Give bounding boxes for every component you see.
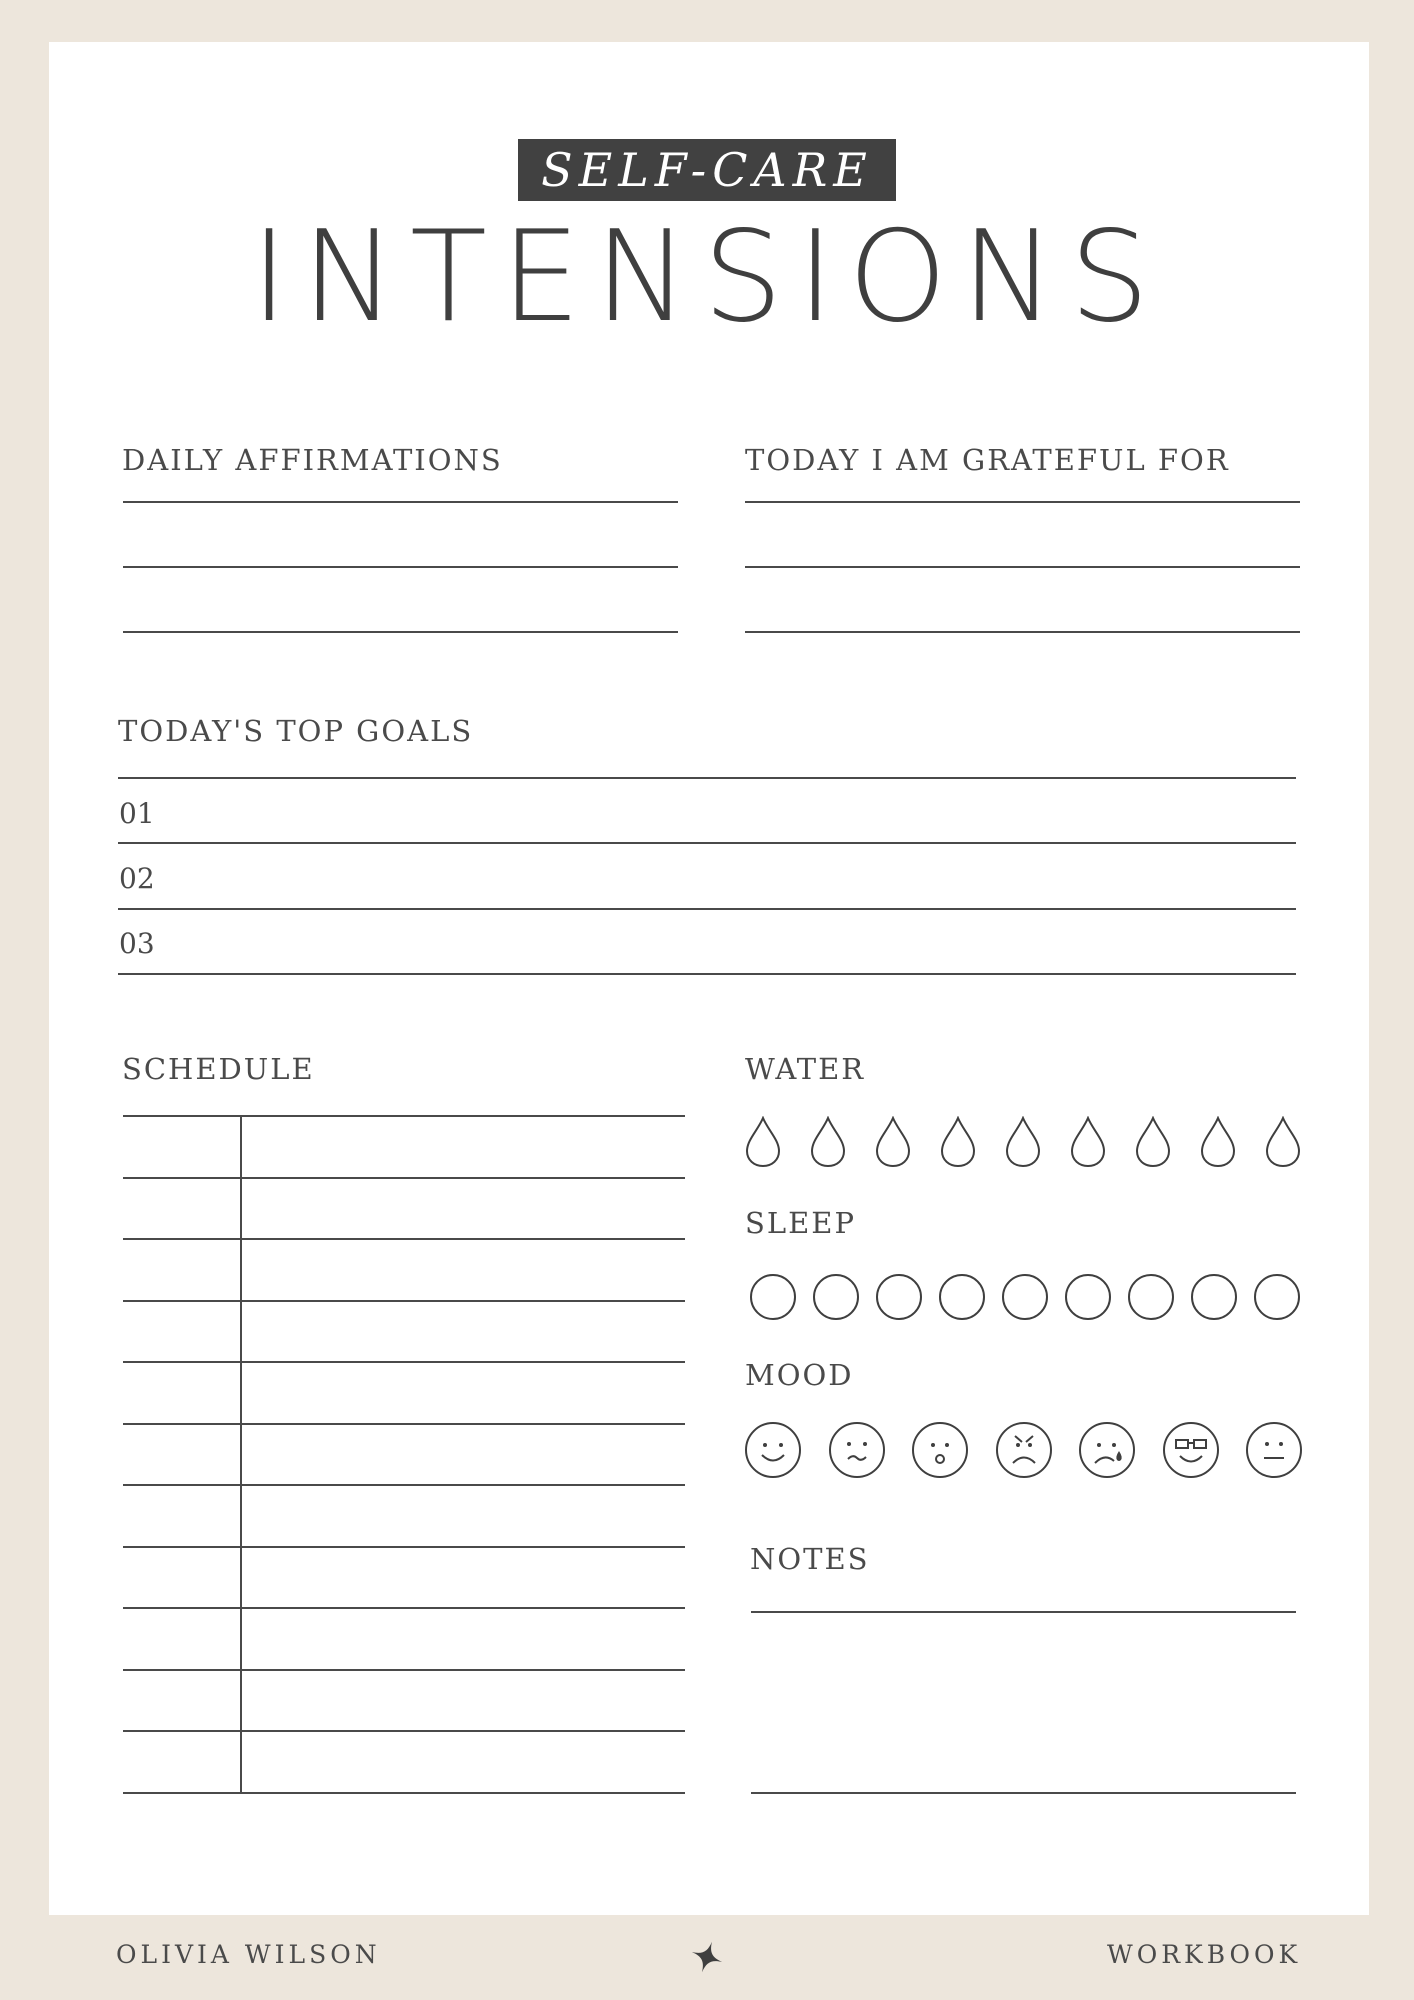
circle-icon[interactable] <box>749 1273 797 1321</box>
drop-icon[interactable] <box>1265 1116 1301 1168</box>
schedule-row-line[interactable] <box>123 1484 685 1486</box>
grateful-heading: TODAY I AM GRATEFUL FOR <box>745 443 1230 477</box>
schedule-heading: SCHEDULE <box>122 1052 315 1086</box>
affirmation-line[interactable] <box>123 501 678 503</box>
affirmation-line[interactable] <box>123 631 678 633</box>
schedule-row-line[interactable] <box>123 1792 685 1794</box>
sparkle-icon <box>691 1941 723 1973</box>
sleep-tracker <box>749 1272 1301 1322</box>
goal-line[interactable] <box>118 842 1296 844</box>
drop-icon[interactable] <box>745 1116 781 1168</box>
happy-face-icon[interactable] <box>744 1421 802 1479</box>
grateful-line[interactable] <box>745 631 1300 633</box>
goal-number: 03 <box>119 927 155 960</box>
neutral-face-icon[interactable] <box>1245 1421 1303 1479</box>
grateful-line[interactable] <box>745 501 1300 503</box>
schedule-row-line[interactable] <box>123 1423 685 1425</box>
author-name: OLIVIA WILSON <box>116 1940 381 1969</box>
circle-icon[interactable] <box>1001 1273 1049 1321</box>
drop-icon[interactable] <box>1135 1116 1171 1168</box>
schedule-row-line[interactable] <box>123 1238 685 1240</box>
notes-heading: NOTES <box>750 1542 870 1576</box>
schedule-row-line[interactable] <box>123 1546 685 1548</box>
page-title: INTENSIONS <box>250 203 1164 350</box>
mood-heading: MOOD <box>745 1358 854 1392</box>
self-care-badge: SELF-CARE <box>518 139 896 201</box>
drop-icon[interactable] <box>1070 1116 1106 1168</box>
circle-icon[interactable] <box>875 1273 923 1321</box>
circle-icon[interactable] <box>1127 1273 1175 1321</box>
notes-top-line[interactable] <box>751 1611 1296 1613</box>
daily-affirmations-heading: DAILY AFFIRMATIONS <box>122 443 503 477</box>
goal-line[interactable] <box>118 973 1296 975</box>
glasses-face-icon[interactable] <box>1162 1421 1220 1479</box>
circle-icon[interactable] <box>938 1273 986 1321</box>
circle-icon[interactable] <box>1253 1273 1301 1321</box>
affirmation-line[interactable] <box>123 566 678 568</box>
surprised-face-icon[interactable] <box>911 1421 969 1479</box>
crying-face-icon[interactable] <box>1078 1421 1136 1479</box>
schedule-row-line[interactable] <box>123 1607 685 1609</box>
water-heading: WATER <box>745 1052 866 1086</box>
goal-number: 02 <box>119 862 155 895</box>
goal-line[interactable] <box>118 908 1296 910</box>
circle-icon[interactable] <box>1064 1273 1112 1321</box>
wavy-mouth-face-icon[interactable] <box>828 1421 886 1479</box>
schedule-time-divider <box>240 1115 242 1792</box>
drop-icon[interactable] <box>810 1116 846 1168</box>
water-tracker <box>745 1114 1301 1170</box>
schedule-row-line[interactable] <box>123 1669 685 1671</box>
drop-icon[interactable] <box>940 1116 976 1168</box>
drop-icon[interactable] <box>1200 1116 1236 1168</box>
schedule-row-line[interactable] <box>123 1730 685 1732</box>
circle-icon[interactable] <box>812 1273 860 1321</box>
schedule-row-line[interactable] <box>123 1177 685 1179</box>
mood-tracker <box>744 1421 1303 1479</box>
drop-icon[interactable] <box>875 1116 911 1168</box>
drop-icon[interactable] <box>1005 1116 1041 1168</box>
schedule-row-line <box>123 1115 685 1117</box>
sleep-heading: SLEEP <box>745 1206 856 1240</box>
notes-bottom-line[interactable] <box>751 1792 1296 1794</box>
top-goals-heading: TODAY'S TOP GOALS <box>118 714 474 748</box>
circle-icon[interactable] <box>1190 1273 1238 1321</box>
schedule-row-line[interactable] <box>123 1361 685 1363</box>
grateful-line[interactable] <box>745 566 1300 568</box>
angry-face-icon[interactable] <box>995 1421 1053 1479</box>
workbook-label: WORKBOOK <box>1107 1940 1302 1969</box>
schedule-row-line[interactable] <box>123 1300 685 1302</box>
goal-number: 01 <box>119 797 155 830</box>
goals-top-rule <box>118 777 1296 779</box>
